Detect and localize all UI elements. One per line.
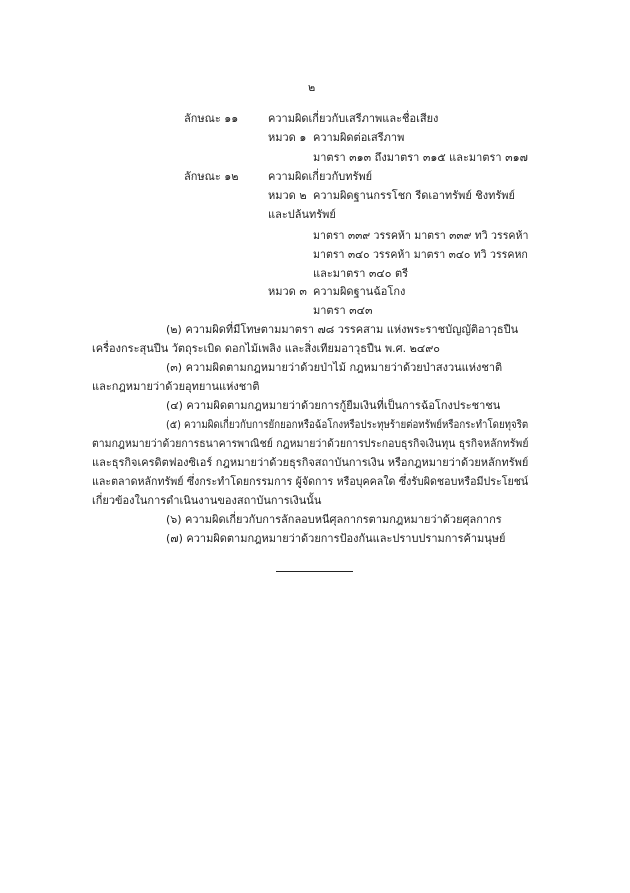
item-line: และธุรกิจเครดิตฟองซิเอร์ กฎหมายว่าด้วยธุรกิจสถาบันการเงิน หรือกฎหมายว่าด้วยหลักทรัพย์ <box>92 456 529 469</box>
item-line: และตลาดหลักทรัพย์ ซึ่งกระทำโดยกรรมการ ผู้จัดการ หรือบุคคลใด ซึ่งรับผิดชอบหรือมีประโยชน์ <box>92 475 529 488</box>
section-label: ลักษณะ ๑๒ <box>184 170 239 183</box>
chapter-title: ความผิดฐานฉ้อโกง <box>313 285 406 298</box>
chapter-label: หมวด ๒ <box>268 189 307 202</box>
item-line: (๓) ความผิดตามกฎหมายว่าด้วยป่าไม้ กฎหมายว่าด้วยป่าสงวนแห่งชาติ <box>166 361 503 374</box>
article-line: มาตรา ๓๓๙ วรรคห้า มาตรา ๓๓๙ ทวิ วรรคห้า <box>313 229 529 242</box>
article-line: มาตรา ๓๔๐ วรรคห้า มาตรา ๓๔๐ ทวิ วรรคหก <box>313 248 528 261</box>
chapter-title: ความผิดฐานกรรโชก รีดเอาทรัพย์ ชิงทรัพย์ <box>313 189 515 202</box>
item-line: (๖) ความผิดเกี่ยวกับการลักลอบหนีศุลกากรตามกฎหมายว่าด้วยศุลกากร <box>166 513 502 526</box>
end-rule <box>276 571 353 572</box>
item-line: (๔) ความผิดตามกฎหมายว่าด้วยการกู้ยืมเงินที่เป็นการฉ้อโกงประชาชน <box>166 399 501 412</box>
item-line: เกี่ยวข้องในการดำเนินงานของสถาบันการเงินนั้น <box>92 494 322 507</box>
section-label: ลักษณะ ๑๑ <box>184 112 239 125</box>
article-line: และมาตรา ๓๔๐ ตรี <box>313 267 408 280</box>
page-number: ๒ <box>308 81 316 94</box>
chapter-label: หมวด ๓ <box>268 285 307 298</box>
item-line: และกฎหมายว่าด้วยอุทยานแห่งชาติ <box>92 380 260 393</box>
article-line: มาตรา ๓๑๓ ถึงมาตรา ๓๑๕ และมาตรา ๓๑๗ <box>313 151 528 164</box>
chapter-label: หมวด ๑ <box>268 131 307 144</box>
section-title: ความผิดเกี่ยวกับเสรีภาพและชื่อเสียง <box>268 112 439 125</box>
item-line: ตามกฎหมายว่าด้วยการธนาคารพาณิชย์ กฎหมายว่าด้วยการประกอบธุรกิจเงินทุน ธุรกิจหลักทรัพย์ <box>92 437 529 450</box>
item-line: เครื่องกระสุนปืน วัตถุระเบิด ดอกไม้เพลิง และสิ่งเทียมอาวุธปืน พ.ศ. ๒๔๙๐ <box>92 342 440 355</box>
chapter-title: ความผิดต่อเสรีภาพ <box>313 131 405 144</box>
article-line: มาตรา ๓๔๓ <box>313 304 373 317</box>
section-title: ความผิดเกี่ยวกับทรัพย์ <box>268 170 373 183</box>
item-line: (๒) ความผิดที่มีโทษตามมาตรา ๗๘ วรรคสาม แห่งพระราชบัญญัติอาวุธปืน <box>166 323 519 336</box>
item-line: (๕) ความผิดเกี่ยวกับการยักยอกหรือฉ้อโกงหรือประทุษร้ายต่อทรัพย์หรือกระทำโดยทุจริต <box>166 418 529 431</box>
chapter-title-cont: และปล้นทรัพย์ <box>268 208 336 221</box>
item-line: (๗) ความผิดตามกฎหมายว่าด้วยการป้องกันและปราบปรามการค้ามนุษย์ <box>166 532 506 545</box>
